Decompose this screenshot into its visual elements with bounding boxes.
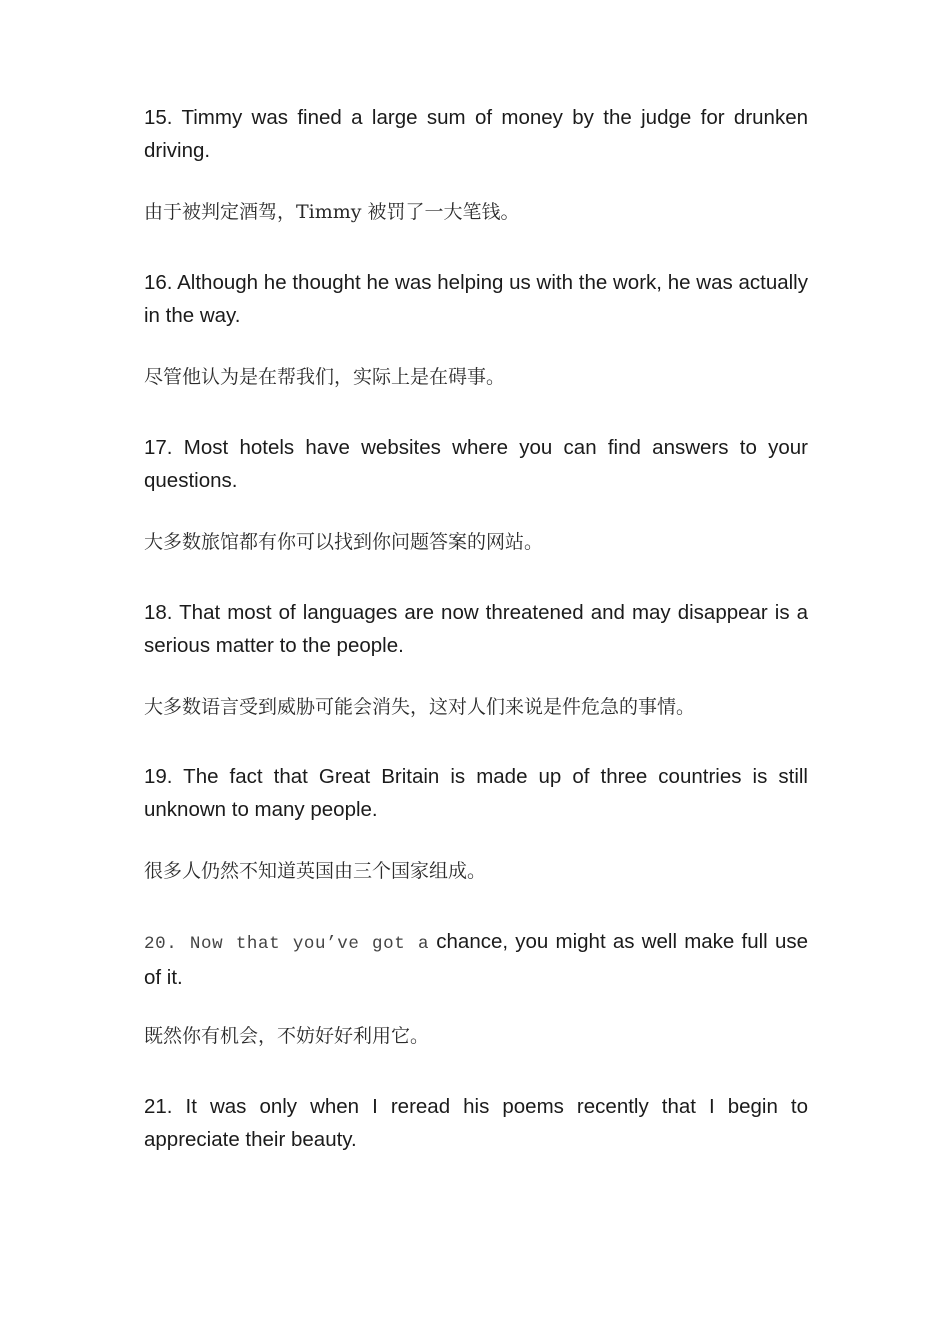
sentence-19-chinese: 很多人仍然不知道英国由三个国家组成。 <box>144 860 487 882</box>
sentence-20-lead: 20. Now that you’ve got a <box>144 934 430 954</box>
sentence-20-rest: chance, you might as well make full use of it. <box>144 930 808 989</box>
sentence-17-chinese: 大多数旅馆都有你可以找到你问题答案的网站。 <box>144 531 544 553</box>
sentence-20-chinese: 既然你有机会，不妨好好利用它。 <box>144 1025 430 1047</box>
sentence-15-chinese: 由于被判定酒驾，Timmy 被罚了一大笔钱。 <box>144 201 520 223</box>
sentence-17-english: 17. Most hotels have websites where you can find answers to your questions. <box>144 436 808 492</box>
sentence-18-chinese: 大多数语言受到威胁可能会消失，这对人们来说是件危急的事情。 <box>144 696 696 718</box>
sentence-19-english: 19. The fact that Great Britain is made up of three countries is still unknown to many people. <box>144 765 808 821</box>
sentence-15-english: 15. Timmy was fined a large sum of money by the judge for drunken driving. <box>144 106 808 162</box>
sentence-16-english: 16. Although he thought he was helping us with the work, he was actually in the way. <box>144 271 808 327</box>
sentence-16-chinese: 尽管他认为是在帮我们，实际上是在碍事。 <box>144 366 506 388</box>
sentence-20-english <box>144 925 808 994</box>
sentence-21-english: 21. It was only when I reread his poems recently that I begin to appreciate their beauty. <box>144 1095 808 1151</box>
sentence-18-english: 18. That most of languages are now threatened and may disappear is a serious matter to the people. <box>144 601 808 657</box>
